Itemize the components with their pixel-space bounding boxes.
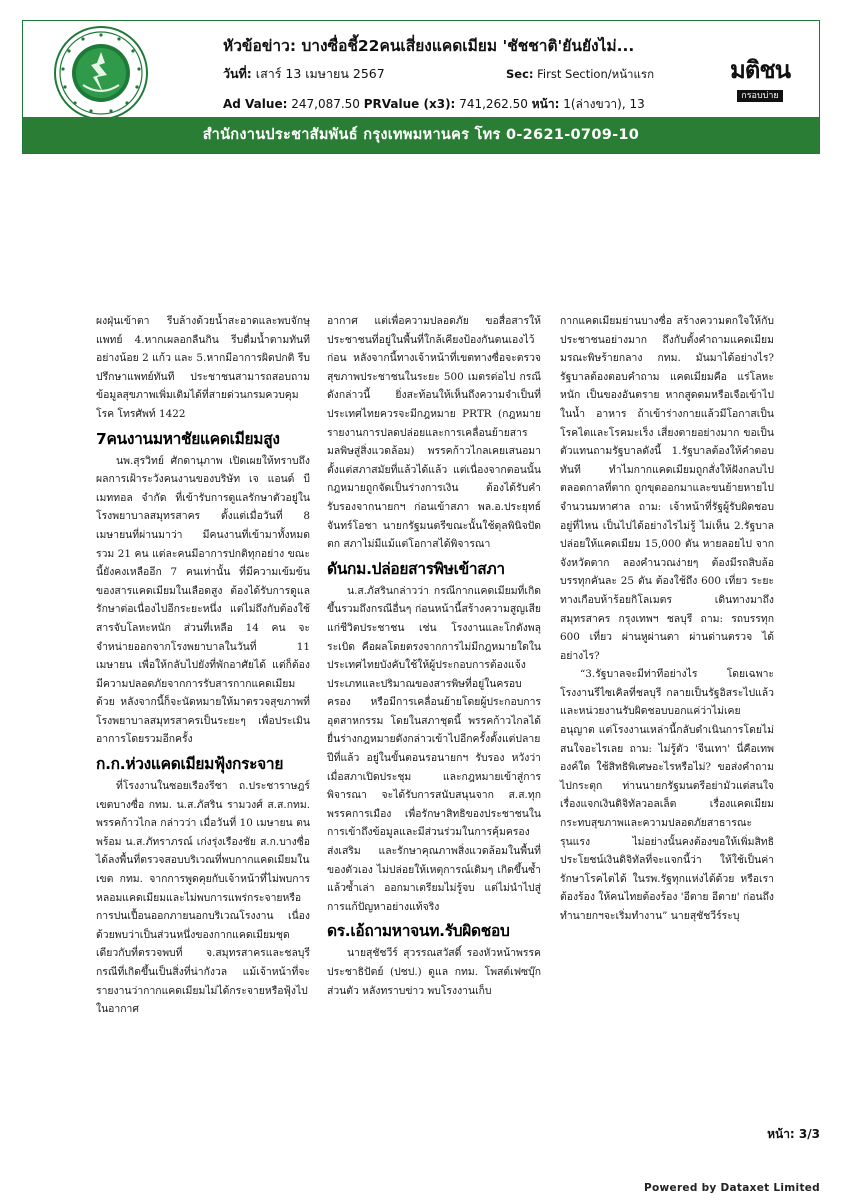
ad-value: 247,087.50 [291, 97, 360, 111]
section-value: First Section/หน้าแรก [537, 67, 655, 81]
date-value: เสาร์ 13 เมษายน 2567 [255, 66, 385, 81]
page-value: 1(ล่างขวา), 13 [563, 97, 645, 111]
article-subheading: 7คนงานมหาชัยแคดเมียมสูง [96, 429, 280, 448]
article-paragraph: นพ.สุรวิทย์ ศักดานุภาพ เปิดเผยให้ทราบถึง ผลการเฝ้าระวังคนงานของบริษัท เจ แอนด์ บี เมททอล จำกัด ที่เข้ารับการดูแลรักษาตัวอยู่ในโรงพยาบาลสมุทรสาคร ตั้งแต่เมื่อวันที่ 8 เมษายนที่ผ่านมาว่า มีคนงานที่เข้ามาทั้งหมดรวม 21 คน แต่ละคนมีอาการปกติทุกอย่าง ขณะนี้ยังคงเหลืออีก 7 คนเท่านั้น ที่มีความเข้มข้นของสารแคดเมียมในเลือดสูง ต้องได้รับการดูแลรักษาต่อเนื่องไปอีกระยะหนึ่ง แต่ไม่ถึงกับต้องใช้สารจับโลหะหนัก ส่วนที่เหลือ 14 คน จะจำหน่ายออกจากโรงพยาบาลในวันที่ 11 เมษายน เพื่อให้กลับไปยังที่พักอาศัยได้ แต่ก็ต้องมีความปลอดภัยจากการรับสารกากแคดเมียมด้วย หลังจากนี้ก็จะนัดหมายให้มาตรวจสุขภาพที่โรงพยาบาลสมุทรสาครเป็นระยะๆ เพื่อประเมินอาการโดยรวมอีกครั้ง [96, 454, 310, 746]
article-subheading: ดร.เอ้ถามหาจนท.รับผิดชอบ [327, 922, 510, 941]
date-row [223, 64, 385, 84]
page-counter: หน้า: 3/3 [767, 1127, 820, 1141]
prvalue: 741,262.50 [459, 97, 528, 111]
ad-value-label: Ad Value: [223, 97, 288, 111]
powered-by: Powered by Dataxet Limited [644, 1182, 820, 1194]
article-paragraph: ผงฝุ่นเข้าตา รีบล้างด้วยน้ำสะอาดและพบจักษุแพทย์ 4.หากเผลอกลืนกิน รีบดื่มน้ำตามทันทีอย่างน้อย 2 แก้ว และ 5.หากมีอาการผิดปกติ รีบปรึกษาแพทย์ทันที ประชาชนสามารถสอบถามข้อมูลสุขภาพเพิ่มเติมได้ที่สายด่วนกรมควบคุมโรค โทรศัพท์ 1422 [96, 315, 310, 420]
headline-text: บางซื่อชี้22คนเสี่ยงแคดเมียม 'ชัชชาติ'ยันยังไม่... [301, 37, 635, 55]
article-paragraph: กากแคดเมียมย่านบางซื่อ สร้างความตกใจให้กับประชาชนอย่างมาก ถึงกับตั้งคำถามแคดเมียมมรณะพิษร้ายกลาง กทม. มันมาได้อย่างไร? รัฐบาลต้องตอบคำถาม แคดเมียมคือ แร่โลหะหนัก เป็นของอันตราย หากสูดดมหรือเจือเข้าไปในน้ำ อาหาร ถ้าเข้าร่างกายแล้วมีโอกาสเป็นโรคไตและโรคมะเร็ง เสี่ยงตายอย่างมาก ขอเป็นตัวแทนถามรัฐบาลดังนี้ 1.รัฐบาลต้องให้คำตอบทันที ทำไมกากแคดเมียมถูกสั่งให้ฝังกลบไปตลอดกาลที่ตาก ถูกขุดออกมาและขนย้ายหายไปจำนวนมหาศาล ถาม: เจ้าหน้าที่รัฐผู้รับผิดชอบอยู่ที่ไหน เป็นไปได้อย่างไรไม่รู้ ไม่เห็น 2.รัฐบาลปล่อยให้แคดเมียม 15,000 ตัน หายลอยไป จากจังหวัดตาก ลองคำนวณง่ายๆ ต้องมีรถสิบล้อ บรรทุกคันละ 25 ตัน ต้องใช้ถึง 600 เที่ยว ระยะทางเกือบห้าร้อยกิโลเมตร เดินทางมาถึงสมุทรสาคร กรุงเทพฯ ชลบุรี ถาม: รถบรรทุก 600 เที่ยว ผ่านหูผ่านตา ผ่านด่านตรวจ ได้อย่างไร? [560, 315, 774, 662]
prvalue-label: PRValue (x3): [363, 97, 456, 111]
date-label: วันที่: [223, 66, 252, 81]
section-label: Sec: [506, 67, 534, 81]
value-row [223, 95, 645, 114]
article-paragraph: “3.รัฐบาลจะมีท่าทีอย่างไร โดยเฉพาะโรงงานรีไซเคิลที่ชลบุรี กลายเป็นรัฐอิสระไปแล้ว และหน่วยงานรับผิดชอบบอกแค่ว่าไม่เคยอนุญาต แต่โรงงานเหล่านี้กลับดำเนินการโดยไม่สนใจอะไรเลย ถาม: ไม่รู้ตัว 'จีนเทา' นี่คือเทพองค์ใด ใช้สิทธิพิเศษอะไรหรือไม่? ขอส่งคำถามไปกระตุก ท่านนายกรัฐมนตรีอย่ามัวแต่สนใจเรื่องแจกเงินดิจิทัลวอลเล็ต เรื่องแคดเมียมกระทบสุขภาพและความปลอดภัยสาธารณะรุนแรง ไม่อย่างนั้นคงต้องขอให้เพิ่มสิทธิประโยชน์เงินดิจิทัลที่จะแจกนี้ว่า ให้ใช้เป็นค่ารักษาโรคไตได้ ในรพ.รัฐทุกแห่งได้ด้วย หรือเราต้องร้อง ให้คนไทยต้องร้อง 'อีตาย อีตาย' ก่อนถึงทำนายกฯจะเริ่มทำงาน” นายสุชัชวีร์ระบุ [560, 668, 774, 922]
article-paragraph: นายสุชัชวีร์ สุวรรณสวัสดิ์ รองหัวหน้าพรรคประชาธิปัตย์ (ปชป.) ดูแล กทม. โพสต์เฟซบุ๊กส่วนตัว หลังทราบข่าว พบโรงงานเก็บ [327, 947, 541, 997]
section-row [506, 66, 654, 84]
headline-row [223, 33, 693, 58]
article-paragraph: อากาศ แต่เพื่อความปลอดภัย ขอสื่อสารให้ประชาชนที่อยู่ในพื้นที่ใกล้เคียงป้องกันตนเองไว้ก่อน หลังจากนี้ทางเจ้าหน้าที่เขตทางซื่อจะตรวจสุขภาพประชาชนในระยะ 500 เมตรต่อไป กรณีดังกล่าวนี้ ยิ่งสะท้อนให้เห็นถึงความจำเป็นที่ประเทศไทยควรจะมีกฎหมาย PRTR (กฎหมายรายงานการปลดปล่อยและการเคลื่อนย้ายสารมลพิษสู่สิ่งแวดล้อม) พรรคก้าวไกลเคยเสนอมาตั้งแต่สภาสมัยที่แล้วได้แล้ว แต่เนื่องจากตอนนั้นกฎหมายถูกจัดเป็นร่างการเงิน ต้องได้รับคำรับรองจากนายกฯ ก่อนเข้าสภา พล.อ.ประยุทธ์ จันทร์โอชา นายกรัฐมนตรีขณะนั้นใช้ดุลพินิจปัดตก สภาไม่มีแม้แต่โอกาสได้พิจารณา [327, 315, 541, 551]
bangkok-seal-icon [53, 25, 149, 121]
logo-wordmark: มติชน [729, 56, 791, 84]
page-label: หน้า: [531, 97, 560, 111]
matichon-logo [723, 57, 797, 102]
article-paragraph: ที่โรงงานในซอยเรืองรีชา ถ.ประชาราษฎร์ เขตบางซื่อ กทม. น.ส.ภัสริน รามวงศ์ ส.ส.กทม. พรรคก้าวไกล กล่าวว่า เมื่อวันที่ 10 เมษายน ตนพร้อม น.ส.ภัทราภรณ์ เก่งรุ่งเรืองชัย ส.ก.บางซื่อ ได้ลงพื้นที่ตรวจสอบบริเวณที่พบกากแคดเมียมในเขต กทม. จากการพูดคุยกับเจ้าหน้าที่ไม่พบการหลอมแคดเมียมและไม่พบการแพร่กระจายหรือการปนเปื้อนออกภายนอกบริเวณโรงงาน เนื่องด้วยพบว่าเป็นส่วนหนึ่งของกากแคดเมียมชุดเดียวกับที่ตรวจพบที่ จ.สมุทรสาครและชลบุรี กรณีที่เกิดขึ้นเป็นสิ่งที่น่ากังวล แม้เจ้าหน้าที่จะรายงานว่ากากแคดเมียมไม่ได้กระจายหรือฟุ้งไปในอากาศ [96, 780, 310, 1016]
logo-edition: กรอบบ่าย [737, 90, 782, 102]
article-column-3 [560, 312, 774, 926]
article-paragraph: น.ส.ภัสรินกล่าวว่า กรณีกากแคดเมียมที่เกิดขึ้นรวมถึงกรณีอื่นๆ ก่อนหน้านี้สร้างความสูญเสียแก่ชีวิตประชาชน เช่น โรงงานและโกดังพลุระเบิด คือผลโดยตรงจากการไม่มีกฎหมายใดในประเทศไทยบังคับใช้ให้ผู้ประกอบการต้องแจ้งประเภทและปริมาณของสารพิษที่อยู่ในครอบครอง หรือมีการเคลื่อนย้ายโดยผู้ประกอบการอุตสาหกรรม โดยในสภาชุดนี้ พรรคก้าวไกลได้ยื่นร่างกฎหมายดังกล่าวเข้าไปอีกครั้งตั้งแต่ปลายปีที่แล้ว อยู่ในขั้นตอนรอนายกฯ รับรอง หวังว่าเมื่อสภาเปิดประชุม และกฎหมายเข้าสู่การพิจารณา จะได้รับการสนับสนุนจาก ส.ส.ทุกพรรคการเมือง เพื่อรักษาสิทธิของประชาชนในการเข้าถึงข้อมูลและมีส่วนร่วมในการคุ้มครอง ส่งเสริม และรักษาคุณภาพสิ่งแวดล้อมในพื้นที่ของตัวเอง ไม่ปล่อยให้เหตุการณ์เดิมๆ เกิดขึ้นซ้ำแล้วซ้ำเล่า ออกมาเตรียมไม่รู้จบ แต่ไม่นำไปสู่การแก้ปัญหาอย่างแท้จริง [327, 584, 541, 913]
clipping-header [22, 20, 820, 154]
headline-label: หัวข้อข่าว: [223, 37, 297, 55]
agency-bar: สำนักงานประชาสัมพันธ์ กรุงเทพมหานคร โทร 0-2621-0709-10 [23, 117, 819, 153]
article-subheading: ก.ก.ห่วงแคดเมียมฟุ้งกระจาย [96, 755, 284, 774]
article-column-1 [96, 312, 310, 1019]
article-column-2 [327, 312, 541, 1000]
article-subheading: ดันกม.ปล่อยสารพิษเข้าสภา [327, 559, 505, 578]
